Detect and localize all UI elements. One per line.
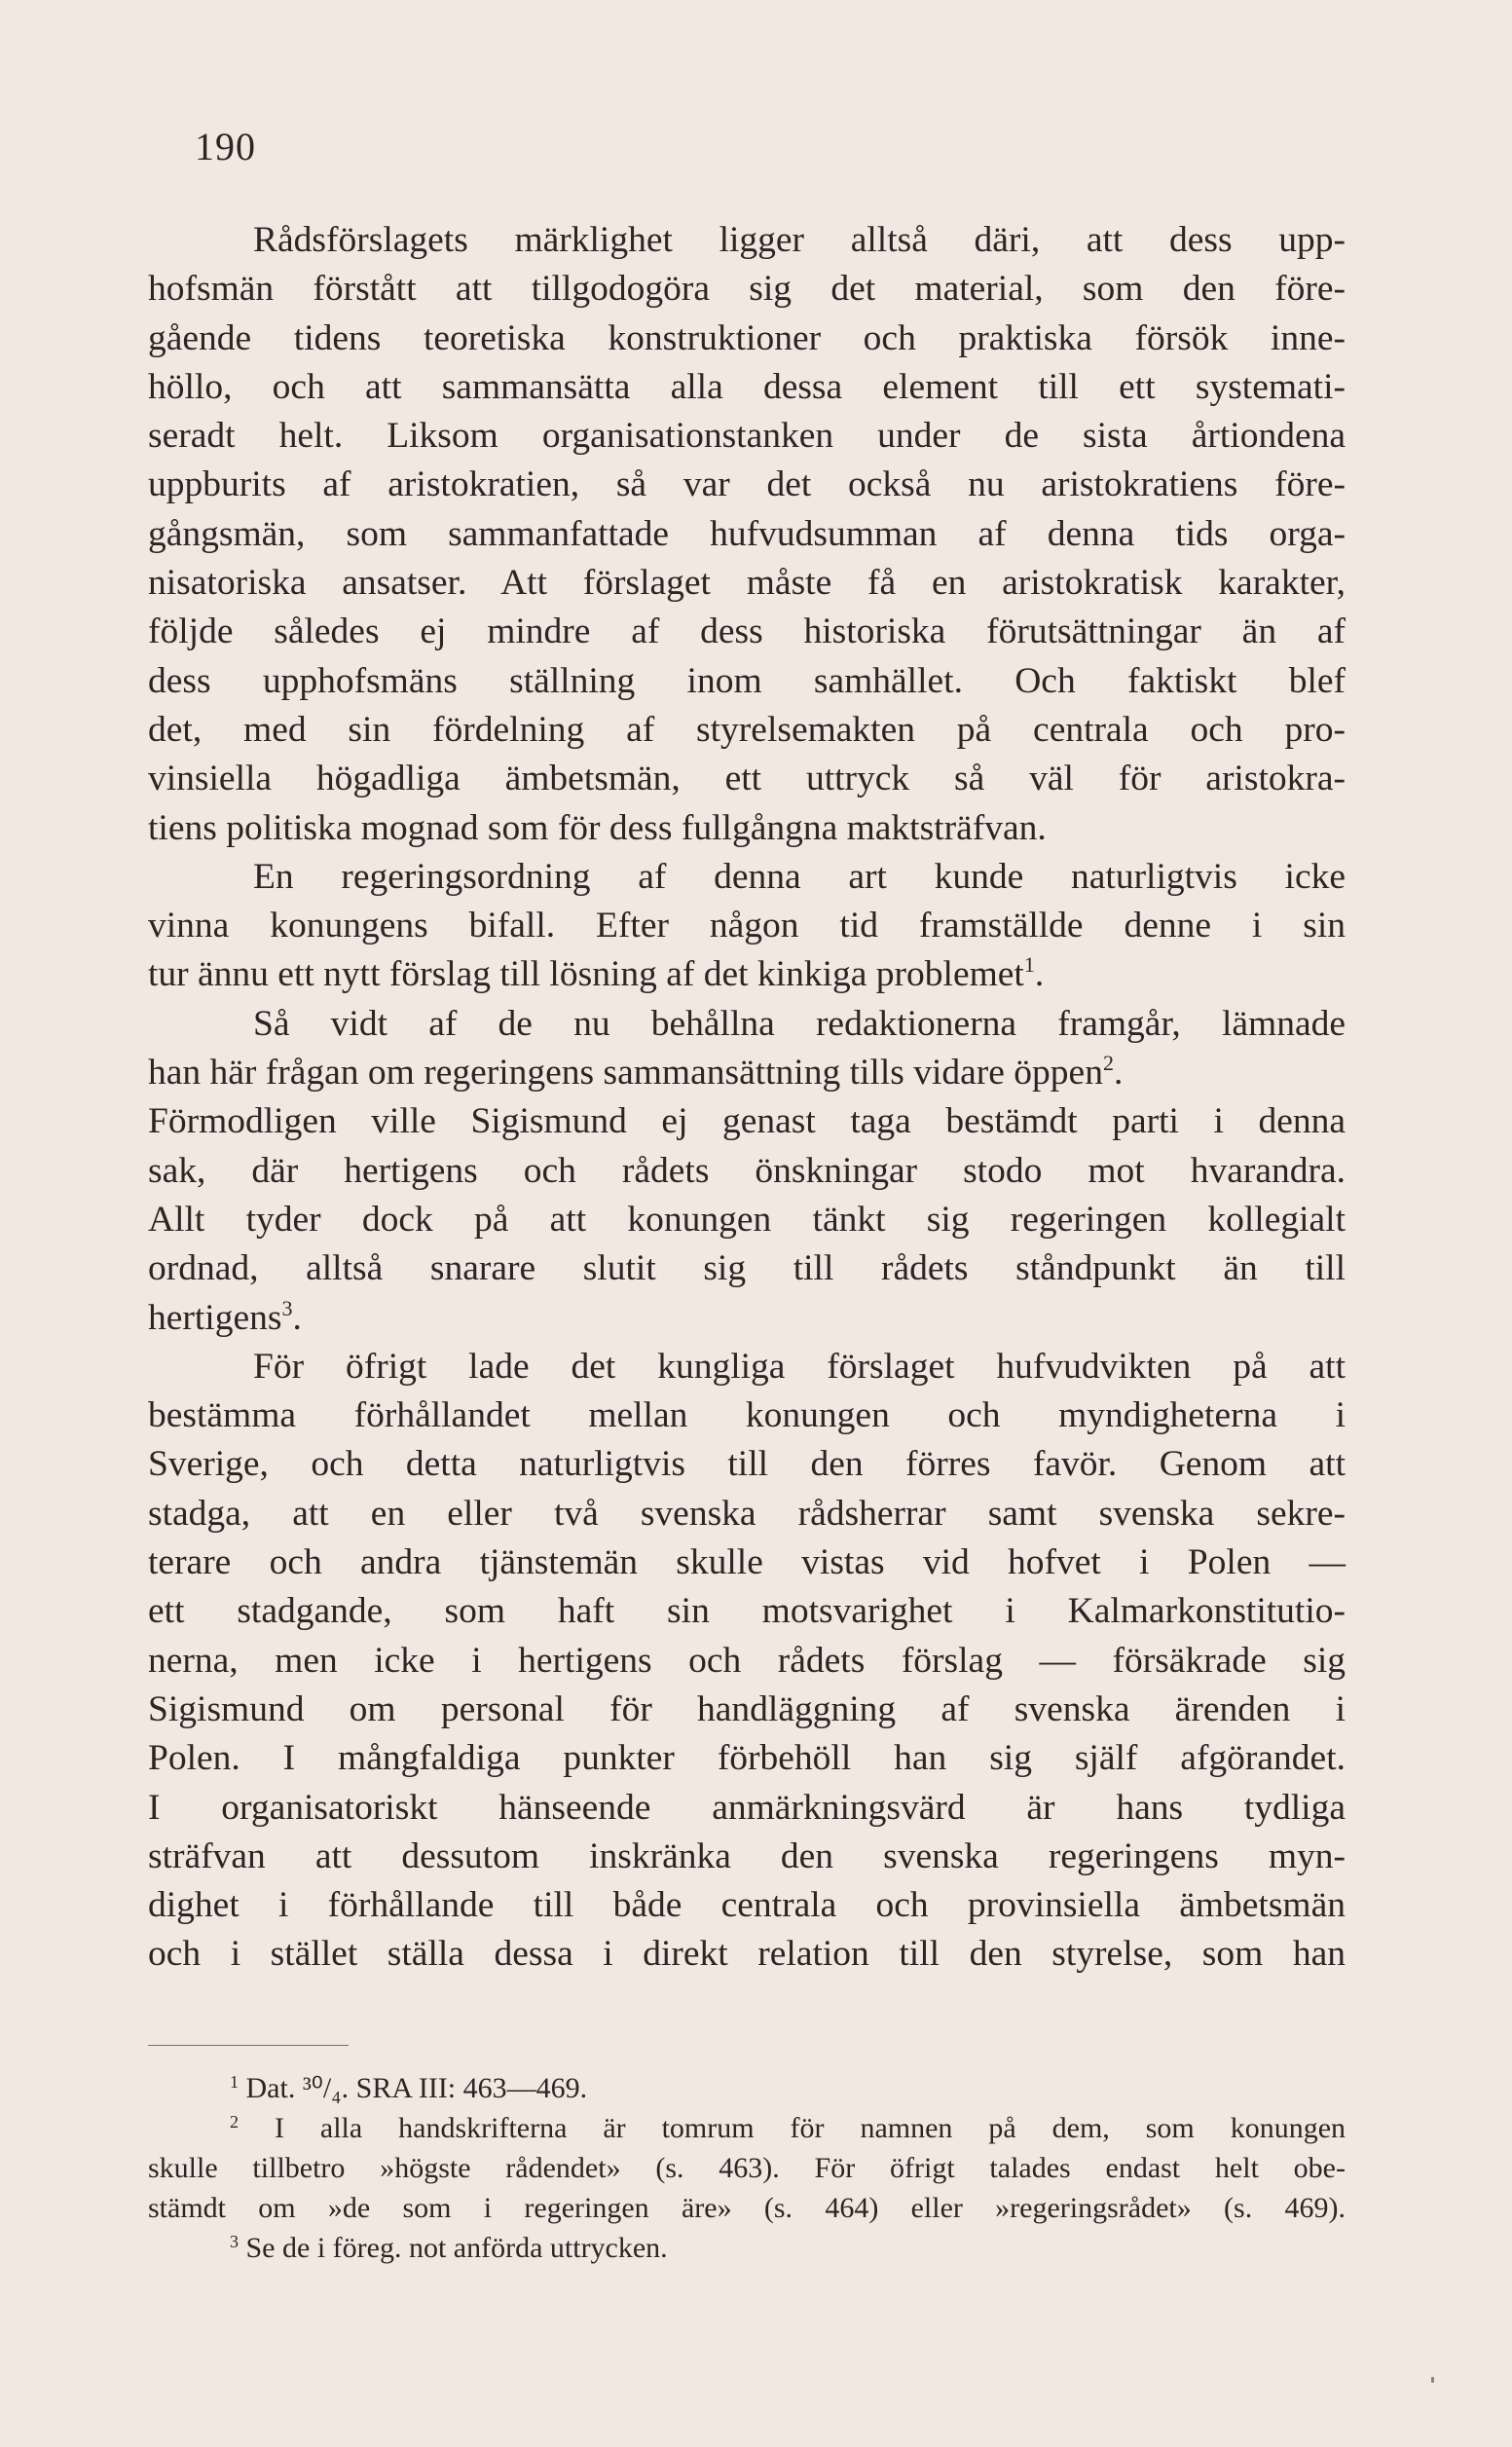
footnote-1 — [148, 2068, 1346, 2108]
footnote-3 — [148, 2228, 1346, 2268]
page-number: 190 — [195, 125, 256, 168]
paper-speck — [1431, 2377, 1434, 2383]
text-line: gångsmän, som sammanfattade hufvudsumman af denna tids orga- — [148, 513, 1346, 554]
footnote-ref-2[interactable]: 2 — [1102, 1051, 1114, 1076]
text-line: sträfvan att dessutom inskränka den svenska regeringens myn- — [148, 1835, 1346, 1876]
text-line: bestämma förhållandet mellan konungen och myndigheterna i — [148, 1395, 1346, 1436]
text-line: hofsmän förstått att tillgodogöra sig det material, som den före- — [148, 269, 1346, 310]
text-segment: hertigens — [148, 1297, 282, 1338]
text-line — [148, 1049, 1346, 1097]
text-line: nisatoriska ansatser. Att förslaget måste få en aristokratisk karakter, — [148, 563, 1346, 604]
text-segment: han här frågan om regeringens sammansättning tills vidare öppen — [148, 1053, 1103, 1094]
text-line: För öfrigt lade det kungliga förslaget hufvudvikten på att — [253, 1346, 1346, 1387]
footnote-number: 3 — [230, 2232, 239, 2251]
footnotes — [148, 2068, 1346, 2268]
text-line: tiens politiska mognad som för dess fullgångna maktsträfvan. — [148, 807, 1047, 848]
text-line — [148, 1294, 1346, 1343]
text-line: Sverige, och detta naturligtvis till den förres favör. Genom att — [148, 1444, 1346, 1485]
text-line: Sigismund om personal för handläggning af svenska ärenden i — [148, 1688, 1346, 1729]
text-segment: . — [1113, 1053, 1124, 1094]
footnote-text: Dat. ³⁰/₄. SRA III: 463—469. — [245, 2072, 588, 2104]
footnote-text: Se de i föreg. not anförda uttrycken. — [245, 2232, 668, 2264]
text-line: Så vidt af de nu behållna redaktionerna framgår, lämnade — [253, 1003, 1346, 1044]
text-line: höllo, och att sammansätta alla dessa element till ett systemati- — [148, 366, 1346, 407]
text-line: Polen. I mångfaldiga punkter förbehöll han sig själf afgörandet. — [148, 1738, 1346, 1779]
text-line — [148, 950, 1346, 999]
text-segment: . — [1034, 954, 1045, 995]
text-line: följde således ej mindre af dess historiska förutsättningar än af — [148, 612, 1346, 652]
footnote-ref-1[interactable]: 1 — [1023, 952, 1035, 978]
footnote-number: 2 — [230, 2112, 239, 2132]
text-line: dess upphofsmäns ställning inom samhället. Och faktiskt blef — [148, 660, 1346, 701]
text-line: Rådsförslagets märklighet ligger alltså däri, att dess upp- — [253, 220, 1346, 260]
text-segment: tur ännu ett nytt förslag till lösning af det kinkiga problemet — [148, 954, 1024, 995]
text-line: det, med sin fördelning af styrelsemakten på centrala och pro- — [148, 709, 1346, 750]
footnote-2 — [148, 2108, 1346, 2148]
text-segment: . — [292, 1297, 302, 1338]
text-line: En regeringsordning af denna art kunde naturligtvis icke — [253, 856, 1346, 897]
footnote-ref-3[interactable]: 3 — [281, 1295, 293, 1320]
footnote-text: I alla handskrifterna är tomrum för namnen på dem, som konungen — [274, 2112, 1346, 2144]
text-line: vinsiella högadliga ämbetsmän, ett uttryck så väl för aristokra- — [148, 759, 1346, 799]
footnote-number: 1 — [230, 2072, 239, 2092]
body-text — [148, 216, 1346, 1980]
text-line: I organisatoriskt hänseende anmärkningsvärd är hans tydliga — [148, 1787, 1346, 1828]
text-line: vinna konungens bifall. Efter någon tid framställde denne i sin — [148, 906, 1346, 946]
text-line: seradt helt. Liksom organisationstanken under de sista årtiondena — [148, 416, 1346, 457]
text-line: terare och andra tjänstemän skulle vistas vid hofvet i Polen — — [148, 1542, 1346, 1583]
text-line: stadga, att en eller två svenska rådsherrar samt svenska sekre- — [148, 1493, 1346, 1534]
text-line: sak, där hertigens och rådets önskningar stodo mot hvarandra. — [148, 1150, 1346, 1191]
footnote-line: stämdt om »de som i regeringen äre» (s. 464) eller »regeringsrådet» (s. 469). — [148, 2192, 1346, 2224]
text-line: Allt tyder dock på att konungen tänkt sig regeringen kollegialt — [148, 1199, 1346, 1240]
text-line: uppburits af aristokratien, så var det också nu aristokratiens före- — [148, 464, 1346, 505]
footnote-divider — [148, 2045, 349, 2046]
text-line: ett stadgande, som haft sin motsvarighet i Kalmarkonstitutio- — [148, 1591, 1346, 1632]
text-line: dighet i förhållande till både centrala och provinsiella ämbetsmän — [148, 1885, 1346, 1926]
text-line: nerna, men icke i hertigens och rådets förslag — försäkrade sig — [148, 1640, 1346, 1681]
text-line: och i stället ställa dessa i direkt relation till den styrelse, som han — [148, 1934, 1346, 1975]
text-line: ordnad, alltså snarare slutit sig till rådets ståndpunkt än till — [148, 1248, 1346, 1289]
text-line: Förmodligen ville Sigismund ej genast taga bestämdt parti i denna — [148, 1101, 1346, 1142]
text-line: gående tidens teoretiska konstruktioner och praktiska försök inne- — [148, 317, 1346, 358]
footnote-line: skulle tillbetro »högste rådendet» (s. 463). För öfrigt talades endast helt obe- — [148, 2152, 1346, 2184]
